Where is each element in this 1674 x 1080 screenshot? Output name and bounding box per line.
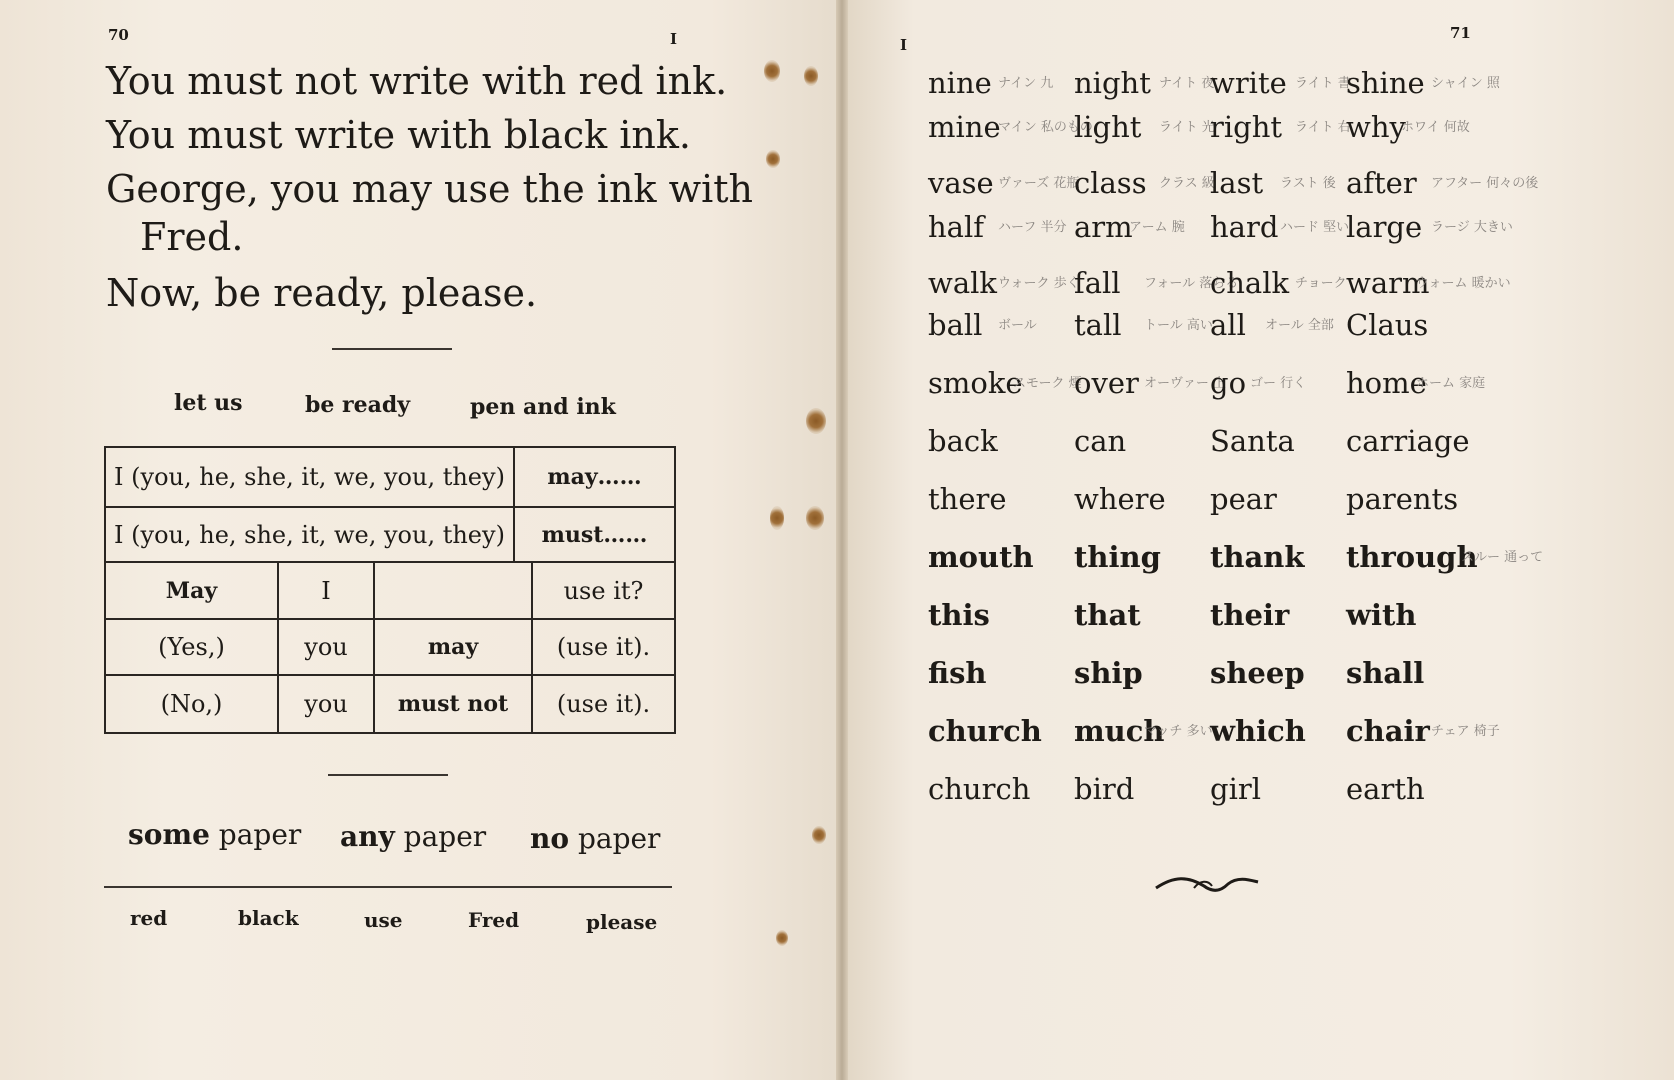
left-page bbox=[0, 0, 836, 1080]
table-cell: may bbox=[427, 634, 479, 660]
page-number-left: 70 bbox=[108, 26, 129, 44]
pencil-gloss: ヴァーズ 花瓶 bbox=[998, 176, 1080, 191]
vocab-word: half bbox=[928, 210, 984, 244]
pencil-gloss: ゴー 行く bbox=[1250, 376, 1307, 391]
table-cell: must not bbox=[397, 691, 509, 717]
contrast-no-paper bbox=[530, 822, 660, 855]
contrast-noun: paper bbox=[394, 820, 487, 853]
pencil-gloss: スルー 通って bbox=[1461, 550, 1544, 565]
pencil-gloss: アーム 腕 bbox=[1129, 220, 1185, 235]
rust-stain bbox=[806, 506, 824, 530]
vocab-word: Fred bbox=[468, 908, 520, 932]
table-cell: I bbox=[321, 576, 331, 605]
pencil-gloss: ハーフ 半分 bbox=[998, 220, 1067, 235]
table-cell: (Yes,) bbox=[158, 633, 225, 661]
contrast-any-paper bbox=[340, 820, 486, 853]
pencil-gloss: ナイン 九 bbox=[998, 76, 1054, 91]
divider-long bbox=[104, 886, 672, 888]
vocab-word: church bbox=[928, 714, 1042, 748]
vocab-word: all bbox=[1210, 308, 1246, 342]
vocab-word: there bbox=[928, 482, 1007, 516]
vocab-word: night bbox=[1074, 66, 1151, 100]
vocab-word: sheep bbox=[1210, 656, 1305, 690]
table-cell-subjects: I (you, he, she, it, we, you, they) bbox=[114, 463, 505, 491]
vocab-word: black bbox=[238, 906, 299, 930]
vocab-word: chair bbox=[1346, 714, 1430, 748]
vocab-word: mouth bbox=[928, 540, 1034, 574]
table-cell-modal: must…… bbox=[541, 521, 648, 548]
vocab-word: large bbox=[1346, 210, 1423, 244]
sentence-3: George, you may use the ink with bbox=[106, 167, 754, 211]
vocab-word: back bbox=[928, 424, 998, 458]
vocab-word: vase bbox=[928, 166, 994, 200]
table-cell: May bbox=[165, 577, 218, 604]
rust-stain bbox=[764, 60, 780, 82]
vocab-word: fish bbox=[928, 656, 987, 690]
contrast-noun: paper bbox=[209, 818, 302, 851]
vocab-word: write bbox=[1210, 66, 1287, 100]
sentence-4: Now, be ready, please. bbox=[106, 271, 538, 315]
vocab-word: over bbox=[1074, 366, 1139, 400]
vocab-word: pear bbox=[1210, 482, 1277, 516]
pencil-gloss: ウォーム 暖かい bbox=[1416, 276, 1511, 291]
vocab-word: home bbox=[1346, 366, 1427, 400]
pencil-gloss: アフター 何々の後 bbox=[1431, 176, 1539, 191]
right-page bbox=[848, 0, 1674, 1080]
vocab-word: red bbox=[130, 906, 168, 930]
sentence-1: You must not write with red ink. bbox=[106, 59, 728, 103]
vocab-word: warm bbox=[1346, 266, 1430, 300]
vocab-word: right bbox=[1210, 110, 1283, 144]
pencil-gloss: クラス 級 bbox=[1159, 176, 1215, 191]
pencil-gloss: ラージ 大きい bbox=[1431, 220, 1513, 235]
pencil-gloss: ナイト 夜 bbox=[1159, 76, 1215, 91]
contrast-word: any bbox=[340, 820, 395, 853]
vocab-word: bird bbox=[1074, 772, 1135, 806]
pencil-gloss: シャイン 照 bbox=[1431, 76, 1500, 91]
table-cell: use it? bbox=[563, 576, 644, 605]
pencil-gloss: スモーク 煙 bbox=[1013, 376, 1082, 391]
pencil-gloss: ホーム 家庭 bbox=[1416, 376, 1486, 391]
phrase-let-us: let us bbox=[174, 390, 243, 416]
pencil-gloss: チョーク bbox=[1295, 276, 1347, 291]
vocab-word: ship bbox=[1074, 656, 1143, 690]
rust-stain bbox=[770, 506, 784, 530]
ornament-flourish bbox=[1154, 872, 1260, 896]
table-cell: (use it). bbox=[556, 633, 651, 661]
page-number-right: 71 bbox=[1450, 24, 1471, 42]
vocab-word: smoke bbox=[928, 366, 1023, 400]
vocab-word: this bbox=[928, 598, 990, 632]
divider-short-2 bbox=[328, 774, 448, 776]
table-cell-modal: may…… bbox=[547, 464, 642, 490]
vocab-word: tall bbox=[1074, 308, 1122, 342]
sentence-2: You must write with black ink. bbox=[106, 113, 692, 157]
vocab-word: much bbox=[1074, 714, 1165, 748]
vocab-word: go bbox=[1210, 366, 1247, 400]
vocab-word: use bbox=[364, 908, 403, 932]
vocab-word: please bbox=[586, 910, 658, 934]
pencil-gloss: ボール bbox=[998, 318, 1037, 333]
vocab-word: nine bbox=[928, 66, 992, 100]
grammar-table bbox=[104, 446, 676, 734]
pencil-gloss: ハード 堅い bbox=[1280, 220, 1350, 235]
rust-stain bbox=[812, 826, 826, 844]
vocab-word: why bbox=[1346, 110, 1406, 144]
vocab-word: chalk bbox=[1210, 266, 1290, 300]
vocab-word: parents bbox=[1346, 482, 1459, 516]
table-cell: you bbox=[304, 690, 348, 718]
vocab-word: class bbox=[1074, 166, 1147, 200]
section-mark-right: I bbox=[900, 36, 908, 54]
pencil-gloss: ライト 右 bbox=[1295, 120, 1351, 135]
contrast-some-paper bbox=[128, 818, 301, 851]
table-cell-subjects: I (you, he, she, it, we, you, they) bbox=[114, 520, 505, 549]
vocab-word: Claus bbox=[1346, 308, 1429, 342]
vocab-word: girl bbox=[1210, 772, 1261, 806]
rust-stain bbox=[806, 408, 826, 434]
vocab-word: thank bbox=[1210, 540, 1305, 574]
vocab-word: light bbox=[1074, 110, 1142, 144]
contrast-word: some bbox=[128, 818, 210, 851]
pencil-gloss: オール 全部 bbox=[1265, 318, 1334, 333]
table-cell: (No,) bbox=[160, 690, 223, 718]
pencil-gloss: ウォーク 歩く bbox=[998, 276, 1080, 291]
pencil-gloss: チェア 椅子 bbox=[1431, 724, 1500, 739]
rust-stain bbox=[766, 150, 780, 168]
vocab-word: with bbox=[1346, 598, 1417, 632]
section-mark-left: I bbox=[670, 30, 678, 48]
vocab-word: through bbox=[1346, 540, 1478, 574]
vocab-word: that bbox=[1074, 598, 1141, 632]
pencil-gloss: オーヴァー 上 bbox=[1144, 376, 1227, 391]
vocab-word: Santa bbox=[1210, 424, 1295, 458]
table-cell: (use it). bbox=[556, 690, 651, 718]
vocab-word: walk bbox=[928, 266, 997, 300]
vocab-word: shine bbox=[1346, 66, 1425, 100]
vocab-word: fall bbox=[1074, 266, 1121, 300]
vocab-word: thing bbox=[1074, 540, 1161, 574]
vocab-word: which bbox=[1210, 714, 1306, 748]
pencil-gloss: ライト 光 bbox=[1159, 120, 1215, 135]
rust-stain bbox=[776, 930, 788, 946]
pencil-gloss: ラスト 後 bbox=[1280, 176, 1336, 191]
phrase-pen-and-ink: pen and ink bbox=[470, 394, 616, 420]
vocab-word: after bbox=[1346, 166, 1417, 200]
vocab-word: where bbox=[1074, 482, 1166, 516]
contrast-word: no bbox=[530, 822, 570, 855]
pencil-gloss: マイン 私のもの bbox=[998, 120, 1093, 135]
pencil-gloss: ライト 書 bbox=[1295, 76, 1351, 91]
vocab-word: their bbox=[1210, 598, 1290, 632]
pencil-gloss: マッチ 多い bbox=[1144, 724, 1213, 739]
rust-stain bbox=[804, 66, 818, 86]
vocab-word: carriage bbox=[1346, 424, 1470, 458]
vocab-word: can bbox=[1074, 424, 1127, 458]
contrast-noun: paper bbox=[569, 822, 661, 855]
sentence-3-continued: Fred. bbox=[140, 215, 244, 259]
pencil-gloss: トール 高い bbox=[1144, 318, 1213, 333]
table-cell: you bbox=[304, 633, 348, 661]
pencil-gloss: フォール 落ちる bbox=[1144, 276, 1239, 291]
vocab-word: mine bbox=[928, 110, 1001, 144]
vocab-word: earth bbox=[1346, 772, 1425, 806]
vocab-word: ball bbox=[928, 308, 983, 342]
phrase-be-ready: be ready bbox=[305, 392, 411, 418]
pencil-gloss: ホワイ 何故 bbox=[1401, 120, 1470, 135]
table-cell bbox=[375, 563, 531, 618]
vocab-word: shall bbox=[1346, 656, 1425, 690]
vocab-word: arm bbox=[1074, 210, 1133, 244]
vocab-word: hard bbox=[1210, 210, 1279, 244]
book-gutter bbox=[836, 0, 848, 1080]
divider-short-1 bbox=[332, 348, 452, 350]
vocab-word: church bbox=[928, 772, 1031, 806]
vocab-word: last bbox=[1210, 166, 1264, 200]
